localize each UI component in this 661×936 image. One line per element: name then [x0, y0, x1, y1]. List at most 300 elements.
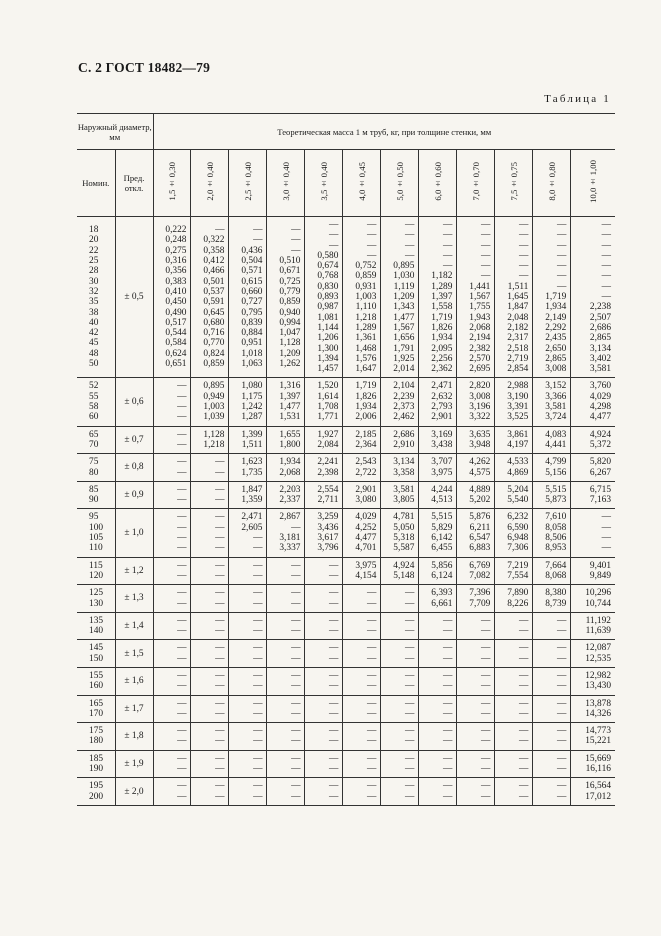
mass-value: —	[518, 791, 529, 802]
mass-cell	[533, 695, 571, 723]
diameter-value: 48	[89, 348, 99, 359]
mass-value: 1,343	[393, 302, 415, 313]
mass-value: 1,289	[431, 281, 453, 292]
mass-value: —	[405, 653, 415, 664]
mass-value: —	[291, 643, 301, 654]
mass-value: —	[480, 615, 491, 626]
diameter-value: 45	[89, 338, 99, 349]
mass-value: 3,617	[317, 533, 339, 544]
mass-cell	[305, 723, 343, 751]
mass-value: —	[253, 653, 263, 664]
mass-value: —	[329, 698, 339, 709]
mass-cell	[343, 426, 381, 454]
mass-cell	[343, 612, 381, 640]
mass-value: —	[556, 681, 567, 692]
mass-value: 2,793	[431, 402, 453, 413]
mass-value: —	[215, 570, 225, 581]
mass-value: —	[443, 240, 453, 251]
mass-value: —	[556, 281, 567, 292]
mass-value: —	[367, 588, 377, 599]
mass-value: —	[480, 736, 491, 747]
mass-value: —	[253, 570, 263, 581]
wall-thickness-header	[267, 150, 305, 217]
diameter-value: 145	[89, 643, 104, 654]
mass-value: —	[405, 753, 415, 764]
mass-cell	[267, 557, 305, 585]
mass-cell	[381, 426, 419, 454]
mass-value: 3,259	[317, 512, 339, 523]
mass-cell	[229, 612, 267, 640]
mass-value: —	[253, 533, 263, 544]
mass-cell	[267, 750, 305, 778]
mass-value: —	[329, 598, 339, 609]
mass-value: 2,095	[431, 343, 453, 354]
diameter-cell	[77, 217, 115, 378]
mass-value: —	[329, 220, 339, 230]
table-row	[77, 481, 615, 509]
mass-value: 2,382	[469, 343, 491, 354]
mass-value: —	[443, 764, 453, 775]
mass-value: 1,063	[241, 359, 263, 369]
mass-cell	[533, 723, 571, 751]
mass-value: 0,436	[241, 245, 263, 256]
mass-cell	[191, 378, 229, 426]
mass-value: 1,576	[355, 353, 377, 364]
mass-value: 0,504	[241, 256, 263, 267]
mass-value: —	[329, 753, 339, 764]
mass-value: 7,664	[545, 560, 567, 571]
mass-value: 3,181	[279, 533, 301, 544]
diameter-cell	[77, 750, 115, 778]
mass-value: —	[367, 708, 377, 719]
mass-value: 2,337	[279, 495, 301, 506]
mass-value: 7,219	[507, 560, 529, 571]
mass-value: 1,567	[393, 322, 415, 333]
mass-cell	[419, 750, 457, 778]
mass-cell	[343, 585, 381, 613]
mass-value: —	[177, 570, 187, 581]
mass-value: 3,436	[317, 522, 339, 533]
mass-value: 0,716	[203, 328, 225, 339]
mass-cell	[419, 585, 457, 613]
mass-value: 1,018	[241, 348, 263, 359]
mass-value: —	[405, 698, 415, 709]
mass-cell	[191, 612, 229, 640]
mass-value: 3,760	[589, 381, 611, 392]
mass-value: —	[177, 439, 187, 450]
mass-value: 2,362	[431, 364, 453, 375]
mass-value: 3,805	[393, 495, 415, 506]
mass-cell	[381, 750, 419, 778]
mass-cell	[381, 454, 419, 482]
mass-value: —	[215, 484, 225, 495]
mass-value: —	[291, 736, 301, 747]
mass-value: —	[253, 626, 263, 637]
mass-cell	[419, 557, 457, 585]
mass-value: 2,695	[469, 364, 491, 375]
mass-value: 6,232	[507, 512, 529, 523]
mass-value: 3,635	[469, 429, 491, 440]
tolerance-cell: ± 1,5	[115, 640, 153, 668]
mass-value: —	[253, 764, 263, 775]
mass-value: 1,719	[355, 381, 377, 392]
mass-value: 6,590	[507, 522, 529, 533]
mass-cell	[381, 557, 419, 585]
mass-value: 1,719	[431, 312, 453, 323]
mass-value: 3,581	[589, 364, 611, 375]
mass-cell	[533, 426, 571, 454]
mass-value: —	[480, 781, 491, 792]
mass-value: —	[443, 261, 453, 272]
mass-value: 0,987	[317, 302, 339, 313]
mass-value: —	[291, 245, 301, 256]
mass-value: 3,525	[507, 412, 529, 423]
mass-cell	[267, 217, 305, 378]
mass-value: 7,709	[469, 598, 491, 609]
mass-value: 5,515	[431, 512, 453, 523]
mass-value: 0,859	[203, 359, 225, 369]
mass-value: 6,124	[431, 570, 453, 581]
mass-value: 6,455	[431, 543, 453, 554]
mass-value: 6,142	[431, 533, 453, 544]
tolerance-cell: ± 1,7	[115, 695, 153, 723]
mass-value: —	[480, 626, 491, 637]
mass-value: 1,003	[203, 402, 225, 413]
mass-value: 2,518	[507, 343, 529, 354]
mass-value: —	[443, 708, 453, 719]
mass-table	[77, 113, 615, 806]
mass-value: 1,175	[241, 391, 263, 402]
mass-value: 0,544	[165, 328, 187, 339]
mass-cell	[495, 557, 533, 585]
mass-value: 4,252	[355, 522, 377, 533]
mass-value: —	[480, 220, 491, 230]
mass-cell	[533, 778, 571, 806]
mass-value: 2,203	[279, 484, 301, 495]
mass-value: —	[601, 220, 611, 230]
mass-value: —	[443, 220, 453, 230]
mass-value: 1,647	[355, 364, 377, 375]
mass-value: —	[329, 791, 339, 802]
mass-value: 1,242	[241, 402, 263, 413]
mass-value: —	[291, 708, 301, 719]
mass-cell	[495, 612, 533, 640]
mass-value: —	[518, 240, 529, 251]
mass-value: —	[291, 681, 301, 692]
mass-value: 0,316	[165, 256, 187, 267]
mass-value: —	[518, 653, 529, 664]
mass-value: —	[329, 615, 339, 626]
mass-value: —	[177, 726, 187, 737]
mass-value: —	[443, 230, 453, 241]
mass-value: 3,975	[431, 467, 453, 478]
diameter-value: 110	[89, 543, 103, 554]
mass-cell	[267, 723, 305, 751]
diameter-cell	[77, 667, 115, 695]
mass-value: —	[329, 736, 339, 747]
mass-value: 1,927	[317, 429, 339, 440]
mass-cell	[533, 585, 571, 613]
mass-value: —	[480, 261, 491, 272]
mass-cell	[533, 378, 571, 426]
mass-value: 2,194	[469, 333, 491, 344]
mass-value: —	[177, 681, 187, 692]
mass-value: —	[601, 240, 611, 251]
mass-value: —	[443, 653, 453, 664]
mass-cell	[419, 509, 457, 557]
mass-cell	[305, 217, 343, 378]
wall-thickness-label: 7,5± 0,75	[508, 162, 519, 201]
mass-value: —	[177, 412, 187, 423]
mass-value: 1,826	[431, 322, 453, 333]
mass-value: 1,656	[393, 333, 415, 344]
mass-value: 0,940	[279, 307, 301, 318]
mass-value: —	[215, 457, 225, 468]
mass-value: —	[253, 560, 263, 571]
diameter-value: 50	[89, 359, 99, 369]
mass-cell	[191, 695, 229, 723]
mass-cell	[305, 454, 343, 482]
mass-cell	[343, 667, 381, 695]
diameter-value: 18	[89, 225, 99, 236]
diameter-value: 175	[89, 726, 104, 737]
mass-value: 4,477	[589, 412, 611, 423]
mass-value: 6,211	[469, 522, 491, 533]
mass-cell	[267, 454, 305, 482]
mass-value: —	[556, 670, 567, 681]
mass-cell	[229, 378, 267, 426]
diameter-value: 150	[89, 653, 104, 664]
mass-value: 2,686	[393, 429, 415, 440]
mass-cell	[381, 481, 419, 509]
mass-cell	[571, 481, 615, 509]
mass-cell	[191, 778, 229, 806]
mass-value: —	[253, 708, 263, 719]
mass-value: —	[443, 681, 453, 692]
mass-cell	[419, 695, 457, 723]
mass-cell	[533, 612, 571, 640]
mass-cell	[267, 612, 305, 640]
mass-value: —	[291, 598, 301, 609]
mass-value: 4,924	[393, 560, 415, 571]
mass-value: —	[215, 791, 225, 802]
mass-cell	[153, 426, 191, 454]
diameter-value: 35	[89, 297, 99, 308]
mass-value: 4,701	[355, 543, 377, 554]
mass-value: 7,396	[469, 588, 491, 599]
mass-cell	[381, 217, 419, 378]
mass-value: —	[405, 736, 415, 747]
mass-value: —	[518, 261, 529, 272]
mass-value: 4,298	[589, 402, 611, 413]
mass-value: 8,058	[545, 522, 567, 533]
mass-value: 2,292	[545, 322, 567, 333]
mass-value: —	[556, 708, 567, 719]
mass-value: 1,934	[355, 402, 377, 413]
mass-value: —	[215, 670, 225, 681]
tolerance-cell: ± 1,8	[115, 723, 153, 751]
mass-value: 5,372	[589, 439, 611, 450]
mass-value: 6,769	[469, 560, 491, 571]
tolerance-cell: ± 1,2	[115, 557, 153, 585]
mass-value: 4,477	[355, 533, 377, 544]
mass-value: —	[367, 230, 377, 241]
mass-cell	[191, 454, 229, 482]
mass-value: 1,655	[279, 429, 301, 440]
diameter-cell	[77, 378, 115, 426]
mass-value: 3,008	[545, 364, 567, 375]
mass-value: 5,050	[393, 522, 415, 533]
mass-value: 1,520	[317, 381, 339, 392]
mass-value: —	[215, 512, 225, 523]
mass-value: —	[177, 495, 187, 506]
mass-cell	[229, 723, 267, 751]
mass-value: 0,356	[165, 266, 187, 277]
mass-cell	[457, 778, 495, 806]
mass-value: 4,441	[545, 439, 567, 450]
mass-value: 1,791	[393, 343, 415, 354]
mass-value: 3,707	[431, 457, 453, 468]
mass-value: 1,218	[355, 312, 377, 323]
mass-value: 2,068	[469, 322, 491, 333]
mass-value: —	[556, 726, 567, 737]
mass-value: —	[443, 615, 453, 626]
mass-value: 3,581	[545, 402, 567, 413]
mass-value: —	[177, 512, 187, 523]
tolerance-cell: ± 0,7	[115, 426, 153, 454]
mass-value: 4,029	[589, 391, 611, 402]
mass-cell	[495, 426, 533, 454]
mass-value: —	[367, 643, 377, 654]
mass-value: —	[329, 560, 339, 571]
mass-cell	[153, 509, 191, 557]
diameter-value: 200	[89, 791, 104, 802]
wall-thickness-header	[305, 150, 343, 217]
mass-header: Теоретическая масса 1 м труб, кг, при толщине стенки, мм	[153, 114, 615, 150]
mass-cell	[343, 695, 381, 723]
mass-value: 2,507	[589, 312, 611, 323]
mass-cell	[571, 723, 615, 751]
mass-value: 4,029	[355, 512, 377, 523]
mass-value: 2,238	[589, 302, 611, 313]
wall-thickness-header	[343, 150, 381, 217]
mass-value: 0,651	[165, 359, 187, 369]
diameter-value: 75	[89, 457, 99, 468]
wall-thickness-header	[419, 150, 457, 217]
wall-thickness-label: 1,5± 0,30	[166, 162, 177, 201]
wall-thickness-label: 4,0± 0,45	[356, 162, 367, 201]
diameter-value: 105	[89, 533, 104, 544]
mass-value: —	[253, 681, 263, 692]
tolerance-cell: ± 0,6	[115, 378, 153, 426]
mass-value: 1,441	[469, 281, 491, 292]
mass-value: —	[291, 235, 301, 246]
mass-cell	[495, 667, 533, 695]
mass-value: —	[480, 250, 491, 261]
mass-value: —	[253, 235, 263, 246]
mass-value: —	[215, 764, 225, 775]
mass-value: 4,197	[507, 439, 529, 450]
mass-value: 1,614	[317, 391, 339, 402]
wall-thickness-header	[571, 150, 615, 217]
mass-value: —	[291, 698, 301, 709]
mass-value: —	[291, 753, 301, 764]
mass-value: —	[480, 726, 491, 737]
mass-value: —	[291, 626, 301, 637]
mass-value: —	[177, 753, 187, 764]
diameter-cell	[77, 640, 115, 668]
mass-value: —	[329, 570, 339, 581]
mass-value: —	[291, 560, 301, 571]
mass-value: —	[177, 670, 187, 681]
mass-value: 6,715	[589, 484, 611, 495]
mass-value: 4,781	[393, 512, 415, 523]
mass-value: 0,795	[241, 307, 263, 318]
mass-cell	[343, 640, 381, 668]
mass-cell	[343, 750, 381, 778]
mass-value: —	[443, 626, 453, 637]
mass-cell	[457, 454, 495, 482]
mass-value: —	[177, 708, 187, 719]
table-row	[77, 454, 615, 482]
mass-value: —	[329, 240, 339, 251]
table-row	[77, 778, 615, 806]
diameter-cell	[77, 454, 115, 482]
diameter-value: 22	[89, 245, 99, 256]
mass-cell	[495, 585, 533, 613]
diameter-value: 95	[89, 512, 99, 523]
mass-value: 4,154	[355, 570, 377, 581]
diameter-cell	[77, 481, 115, 509]
mass-cell	[457, 378, 495, 426]
mass-value: —	[177, 391, 187, 402]
mass-cell	[419, 426, 457, 454]
mass-cell	[495, 378, 533, 426]
mass-value: 2,435	[545, 333, 567, 344]
mass-value: —	[177, 643, 187, 654]
mass-value: —	[177, 626, 187, 637]
diameter-value: 80	[89, 467, 99, 478]
mass-value: 2,570	[469, 353, 491, 364]
mass-value: 0,770	[203, 338, 225, 349]
mass-value: 1,623	[241, 457, 263, 468]
mass-value: 1,457	[317, 364, 339, 375]
diameter-value: 140	[89, 626, 104, 637]
mass-value: —	[291, 615, 301, 626]
diameter-value: 32	[89, 286, 99, 297]
mass-cell	[381, 640, 419, 668]
mass-value: 5,540	[507, 495, 529, 506]
wall-thickness-header	[153, 150, 191, 217]
mass-value: 2,722	[355, 467, 377, 478]
mass-value: 15,221	[585, 736, 611, 747]
mass-cell	[153, 778, 191, 806]
mass-value: 11,639	[585, 626, 611, 637]
mass-value: 6,661	[431, 598, 453, 609]
mass-value: —	[291, 781, 301, 792]
mass-value: 0,949	[203, 391, 225, 402]
mass-value: —	[518, 736, 529, 747]
mass-value: 1,110	[355, 302, 377, 313]
table-row	[77, 426, 615, 454]
mass-value: 5,873	[545, 495, 567, 506]
mass-cell	[457, 217, 495, 378]
mass-value: 2,901	[355, 484, 377, 495]
nominal-header: Номин.	[77, 150, 115, 217]
diameter-value: 125	[89, 588, 104, 599]
mass-value: —	[177, 457, 187, 468]
mass-value: 11,192	[585, 615, 611, 626]
